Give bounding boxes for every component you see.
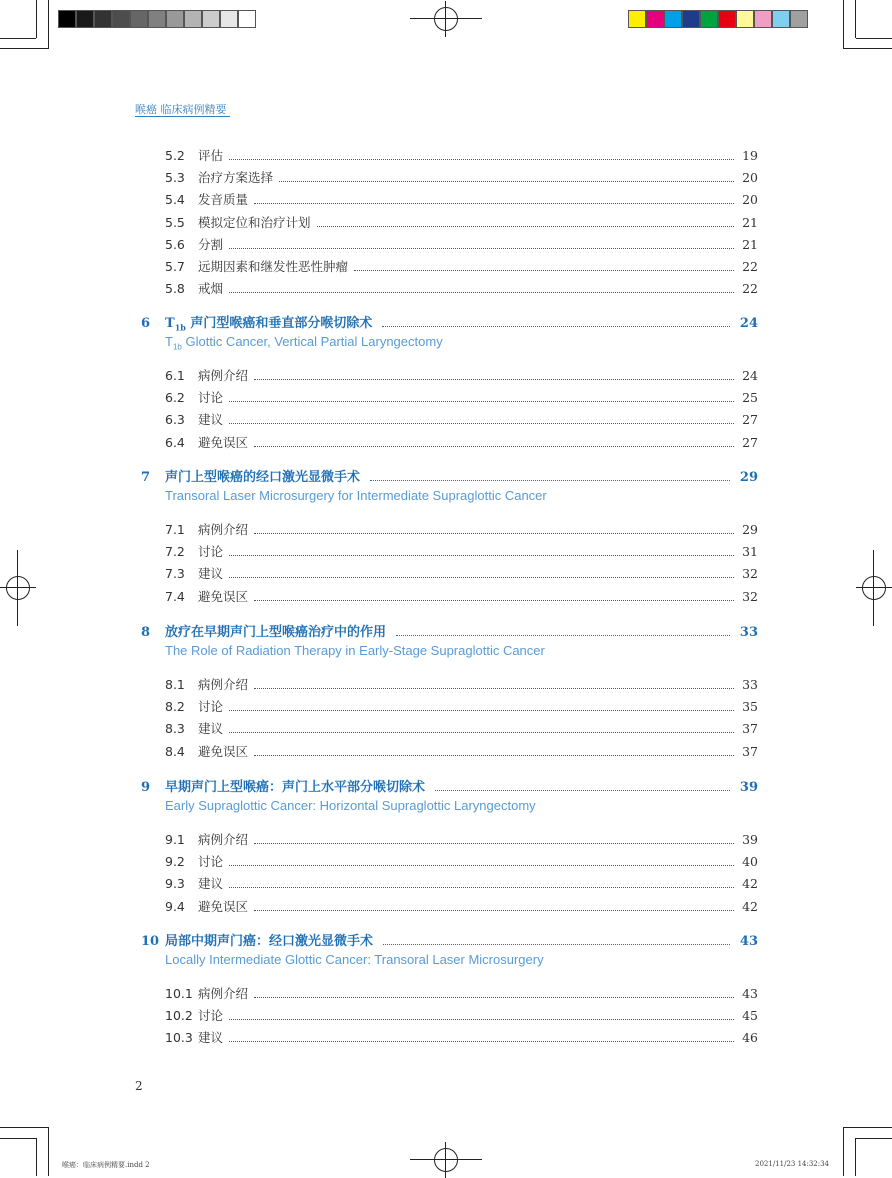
entry-number: 9.3 [165, 876, 185, 892]
entry-number: 7.4 [165, 588, 185, 604]
grayscale-bar [58, 10, 256, 28]
toc-entry [165, 852, 758, 870]
toc-entry [165, 897, 758, 915]
chapter-title: 放疗在早期声门上型喉癌治疗中的作用 [165, 625, 387, 640]
toc-entry [165, 146, 758, 164]
toc-entry [165, 190, 758, 208]
toc-entry [165, 388, 758, 406]
entry-number: 5.5 [165, 214, 185, 230]
color-swatch [682, 10, 700, 28]
crop-mark [48, 0, 49, 49]
chapter-title: 早期声门上型喉癌：声门上水平部分喉切除术 [165, 780, 426, 795]
toc-entry [165, 410, 758, 428]
dot-leader [254, 445, 734, 447]
entry-title: 避免误区 [198, 743, 249, 759]
chapter-english-title: The Role of Radiation Therapy in Early-Stage Supraglottic Cancer [165, 643, 545, 658]
color-swatch [736, 10, 754, 28]
crop-mark [36, 1138, 37, 1176]
registration-mark [856, 570, 892, 606]
toc-entry [165, 366, 758, 384]
entry-page: 42 [742, 876, 758, 892]
toc-entry [165, 433, 758, 451]
entry-title: 远期因素和继发性恶性肿瘤 [198, 259, 349, 274]
dot-leader [435, 789, 730, 791]
chapter-heading [135, 621, 758, 641]
entry-number: 6.1 [165, 368, 185, 383]
color-bar [628, 10, 808, 28]
entry-page: 21 [742, 214, 758, 230]
entry-title: 治疗方案选择 [198, 170, 274, 186]
entry-title: 建议 [198, 876, 224, 892]
color-swatch [754, 10, 772, 28]
entry-page: 42 [742, 898, 758, 914]
entry-title: 讨论 [198, 390, 224, 406]
entry-number: 7.2 [165, 544, 185, 560]
entry-title: 戒烟 [198, 281, 224, 297]
dot-leader [382, 325, 730, 327]
toc-entry [165, 213, 758, 231]
chapter-number: 9 [141, 780, 151, 795]
chapter-title: 局部中期声门癌：经口激光显微手术 [165, 934, 374, 949]
chapter-title: 声门上型喉癌的经口激光显微手术 [165, 470, 361, 485]
entry-page: 40 [742, 854, 758, 870]
dot-leader [229, 731, 734, 733]
toc-entry [165, 1028, 758, 1046]
english-title-subscript: 1b [172, 342, 182, 352]
color-swatch [166, 10, 184, 28]
entry-title: 病例介绍 [198, 986, 249, 1001]
color-swatch [94, 10, 112, 28]
chapter-title-prefix: T [165, 316, 175, 331]
dot-leader [229, 1040, 734, 1042]
entry-page: 37 [742, 721, 758, 737]
chapter-english-title: Early Supraglottic Cancer: Horizontal Supraglottic Laryngectomy [165, 798, 536, 813]
entry-page: 31 [742, 544, 758, 560]
dot-leader [279, 180, 734, 182]
chapter-english-title: Transoral Laser Microsurgery for Intermediate Supraglottic Cancer [165, 488, 547, 503]
color-swatch [238, 10, 256, 28]
crop-mark [36, 0, 37, 38]
color-swatch [790, 10, 808, 28]
color-swatch [148, 10, 166, 28]
chapter-number: 10 [141, 934, 160, 949]
entry-title: 评估 [198, 148, 224, 163]
entry-page: 19 [742, 148, 758, 163]
dot-leader [383, 943, 730, 945]
entry-page: 21 [742, 236, 758, 252]
toc-entry [165, 520, 758, 538]
entry-number: 5.2 [165, 148, 185, 163]
entry-title: 建议 [198, 412, 224, 428]
toc-entry [165, 742, 758, 760]
chapter-heading [135, 312, 758, 332]
registration-mark [428, 1, 464, 37]
dot-leader [254, 599, 734, 601]
crop-mark [843, 1127, 844, 1176]
crop-mark [0, 1138, 36, 1139]
entry-number: 8.2 [165, 699, 185, 715]
registration-mark [0, 570, 36, 606]
chapter-page: 43 [739, 934, 758, 949]
timestamp-slug: 2021/11/23 14:32:34 [755, 1160, 830, 1168]
color-swatch [718, 10, 736, 28]
entry-number: 5.3 [165, 170, 185, 186]
chapter-heading [135, 466, 758, 486]
entry-title: 模拟定位和治疗计划 [198, 214, 311, 230]
file-slug: 喉癌：临床病例精要.indd 2 [62, 1161, 150, 1169]
entry-number: 6.4 [165, 434, 185, 450]
entry-page: 45 [742, 1008, 758, 1024]
toc-entry [165, 719, 758, 737]
dot-leader [254, 996, 734, 998]
entry-page: 43 [742, 986, 758, 1001]
entry-title: 讨论 [198, 544, 224, 560]
dot-leader [229, 422, 734, 424]
entry-title: 病例介绍 [198, 677, 249, 692]
crop-mark [0, 48, 49, 49]
registration-mark [428, 1142, 464, 1178]
entry-title: 建议 [198, 721, 224, 737]
toc-entry [165, 587, 758, 605]
entry-page: 37 [742, 743, 758, 759]
crop-mark [0, 1127, 49, 1128]
toc-entry [165, 874, 758, 892]
color-swatch [58, 10, 76, 28]
dot-leader [254, 909, 734, 911]
entry-page: 27 [742, 412, 758, 428]
chapter-page: 24 [739, 316, 758, 331]
entry-title: 病例介绍 [198, 368, 249, 383]
entry-title: 避免误区 [198, 898, 249, 914]
toc-entry [165, 257, 758, 275]
entry-number: 8.3 [165, 721, 185, 737]
header-rule [135, 116, 230, 117]
dot-leader [254, 378, 734, 380]
entry-title: 讨论 [198, 699, 224, 715]
chapter-page: 33 [739, 625, 758, 640]
entry-page: 32 [742, 588, 758, 604]
entry-number: 7.1 [165, 522, 185, 537]
chapter-number: 6 [141, 316, 151, 331]
page-number: 2 [135, 1079, 143, 1093]
chapter-number: 7 [141, 470, 151, 485]
chapter-page: 39 [739, 780, 758, 795]
entry-page: 20 [742, 192, 758, 208]
chapter-number: 8 [141, 625, 151, 640]
chapter-title [165, 312, 372, 333]
entry-number: 5.4 [165, 192, 185, 208]
crop-mark [48, 1127, 49, 1176]
color-swatch [76, 10, 94, 28]
color-swatch [130, 10, 148, 28]
crop-mark [843, 1127, 892, 1128]
chapter-heading [135, 930, 758, 950]
chapter-page: 29 [739, 470, 758, 485]
entry-title: 病例介绍 [198, 522, 249, 537]
color-swatch [184, 10, 202, 28]
dot-leader [396, 634, 730, 636]
entry-title: 避免误区 [198, 434, 249, 450]
dot-leader [370, 479, 730, 481]
toc-entry [165, 279, 758, 297]
color-swatch [220, 10, 238, 28]
entry-page: 20 [742, 170, 758, 186]
dot-leader [354, 269, 734, 271]
entry-page: 22 [742, 281, 758, 297]
dot-leader [229, 709, 734, 711]
entry-page: 25 [742, 390, 758, 406]
toc-entry [165, 830, 758, 848]
crop-mark [843, 0, 844, 49]
color-swatch [646, 10, 664, 28]
running-header: 喉癌 临床病例精要 [135, 103, 227, 116]
toc-entry [165, 168, 758, 186]
chapter-english-title: Locally Intermediate Glottic Cancer: Transoral Laser Microsurgery [165, 952, 544, 967]
dot-leader [229, 886, 734, 888]
dot-leader [229, 576, 734, 578]
toc-entry [165, 235, 758, 253]
entry-number: 5.8 [165, 281, 185, 297]
chapter-title-rest: 声门型喉癌和垂直部分喉切除术 [185, 316, 373, 331]
color-swatch [772, 10, 790, 28]
crop-mark [843, 48, 892, 49]
entry-title: 建议 [198, 1030, 224, 1046]
entry-title: 分割 [198, 236, 224, 252]
dot-leader [254, 754, 734, 756]
entry-page: 24 [742, 368, 758, 383]
entry-number: 10.3 [165, 1030, 193, 1046]
toc-entry [165, 564, 758, 582]
dot-leader [229, 291, 734, 293]
toc-entry [165, 984, 758, 1002]
crop-mark [856, 1138, 892, 1139]
entry-number: 8.4 [165, 743, 185, 759]
entry-title: 讨论 [198, 854, 224, 870]
entry-page: 27 [742, 434, 758, 450]
toc-entry [165, 697, 758, 715]
dot-leader [254, 532, 734, 534]
crop-mark [856, 38, 892, 39]
dot-leader [254, 202, 734, 204]
entry-title: 讨论 [198, 1008, 224, 1024]
entry-number: 5.6 [165, 236, 185, 252]
dot-leader [254, 687, 734, 689]
color-swatch [664, 10, 682, 28]
entry-page: 35 [742, 699, 758, 715]
entry-page: 22 [742, 259, 758, 274]
chapter-english-title [165, 334, 443, 352]
dot-leader [317, 225, 735, 227]
entry-page: 46 [742, 1030, 758, 1046]
entry-number: 9.4 [165, 898, 185, 914]
dot-leader [229, 247, 734, 249]
chapter-heading [135, 776, 758, 796]
entry-page: 29 [742, 522, 758, 537]
entry-number: 10.1 [165, 986, 193, 1001]
color-swatch [202, 10, 220, 28]
toc-entry [165, 675, 758, 693]
color-swatch [700, 10, 718, 28]
toc-entry [165, 542, 758, 560]
entry-title: 病例介绍 [198, 832, 249, 847]
dot-leader [229, 554, 734, 556]
entry-number: 5.7 [165, 259, 185, 274]
toc-entry [165, 1006, 758, 1024]
entry-title: 发音质量 [198, 192, 249, 208]
english-title-prefix: T [165, 334, 173, 349]
color-swatch [112, 10, 130, 28]
entry-title: 建议 [198, 566, 224, 582]
dot-leader [229, 158, 734, 160]
dot-leader [229, 400, 734, 402]
entry-number: 9.2 [165, 854, 185, 870]
crop-mark [855, 1138, 856, 1176]
chapter-title-subscript: 1b [174, 322, 186, 333]
crop-mark [855, 0, 856, 38]
entry-title: 避免误区 [198, 588, 249, 604]
dot-leader [229, 1018, 734, 1020]
entry-number: 6.3 [165, 412, 185, 428]
entry-number: 7.3 [165, 566, 185, 582]
english-title-rest: Glottic Cancer, Vertical Partial Laryngectomy [181, 334, 443, 349]
entry-number: 10.2 [165, 1008, 193, 1024]
dot-leader [254, 842, 734, 844]
color-swatch [628, 10, 646, 28]
entry-page: 39 [742, 832, 758, 847]
dot-leader [229, 864, 734, 866]
entry-number: 9.1 [165, 832, 185, 847]
entry-page: 33 [742, 677, 758, 692]
entry-page: 32 [742, 566, 758, 582]
entry-number: 6.2 [165, 390, 185, 406]
entry-number: 8.1 [165, 677, 185, 692]
crop-mark [0, 38, 36, 39]
